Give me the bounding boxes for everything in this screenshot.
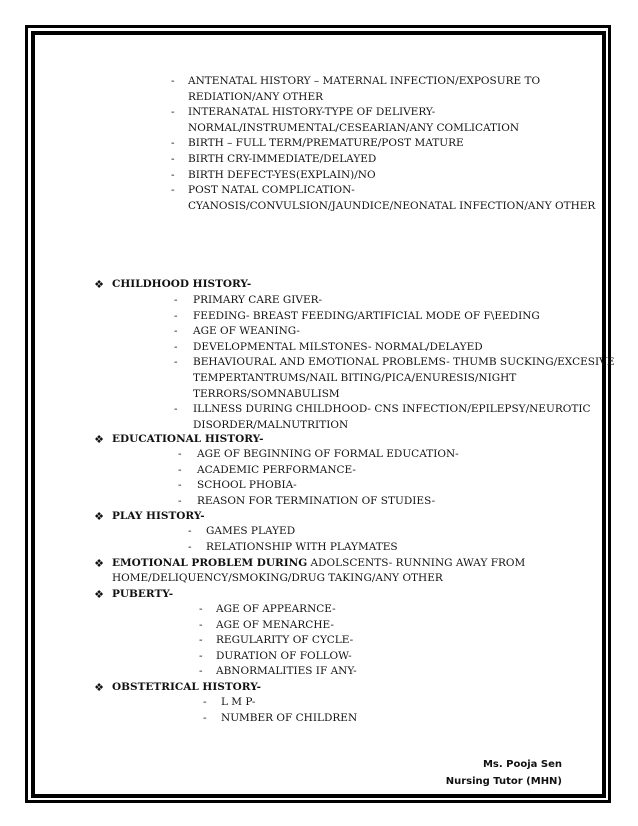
obstetrical-heading-text: OBSTETRICAL HISTORY- <box>112 681 261 693</box>
emotional-heading-rest: ADOLSCENTS- RUNNING AWAY FROM <box>307 557 526 569</box>
dash-bullet: - <box>174 325 178 338</box>
dash-bullet: - <box>178 494 182 507</box>
dash-bullet: - <box>199 634 203 647</box>
list-item-text: REDIATION/ANY OTHER <box>188 90 324 103</box>
emotional-continuation: HOME/DELIQUENCY/SMOKING/DRUG TAKING/ANY OTHER <box>112 572 443 584</box>
author-title: Nursing Tutor (MHN) <box>445 776 562 787</box>
list-item-text: ABNORMALITIES IF ANY- <box>216 665 357 678</box>
list-item-text: BIRTH DEFECT-YES(EXPLAIN)/NO <box>188 168 376 181</box>
list-item-text: CYANOSIS/CONVULSION/JAUNDICE/NEONATAL INFECTION/ANY OTHER <box>188 199 596 212</box>
list-item-text: REASON FOR TERMINATION OF STUDIES- <box>197 494 436 507</box>
dash-bullet: - <box>203 711 207 724</box>
list-item-text: ACADEMIC PERFORMANCE- <box>197 463 356 476</box>
dash-bullet: - <box>178 448 182 460</box>
dash-bullet: - <box>171 184 175 197</box>
list-item-text: ILLNESS DURING CHILDHOOD- CNS INFECTION/EPILEPSY/NEUROTIC <box>193 403 591 416</box>
list-item-text: RELATIONSHIP WITH PLAYMATES <box>206 540 398 553</box>
dash-bullet: - <box>174 309 178 322</box>
dash-bullet: - <box>199 618 203 631</box>
puberty-heading-text: PUBERTY- <box>112 588 174 600</box>
list-item-text: NORMAL/INSTRUMENTAL/CESEARIAN/ANY COMLICATION <box>188 121 520 134</box>
emotional-heading-text <box>112 556 525 572</box>
dash-bullet: - <box>178 479 182 492</box>
dash-bullet: - <box>203 696 207 708</box>
dash-bullet: - <box>174 340 178 353</box>
list-item-text: POST NATAL COMPLICATION- <box>188 184 355 197</box>
diamond-bullet-icon: ❖ <box>94 681 104 694</box>
educational-heading-text: EDUCATIONAL HISTORY- <box>112 433 264 445</box>
dash-bullet: - <box>171 168 175 181</box>
dash-bullet: - <box>188 525 192 537</box>
diamond-bullet-icon: ❖ <box>94 278 104 291</box>
dash-bullet: - <box>171 75 175 87</box>
list-item-text: ANTENATAL HISTORY – MATERNAL INFECTION/EXPOSURE TO <box>188 75 541 87</box>
list-item-text: NUMBER OF CHILDREN <box>221 711 358 724</box>
dash-bullet: - <box>188 540 192 553</box>
dash-bullet: - <box>199 603 203 615</box>
diamond-bullet-icon: ❖ <box>94 510 104 523</box>
childhood-heading-text: CHILDHOOD HISTORY- <box>112 278 252 290</box>
dash-bullet: - <box>199 649 203 662</box>
diamond-bullet-icon: ❖ <box>94 433 104 446</box>
list-item-text: L M P- <box>221 696 256 708</box>
list-item-text: DEVELOPMENTAL MILSTONES- NORMAL/DELAYED <box>193 340 483 353</box>
list-item-text: PRIMARY CARE GIVER- <box>193 294 323 306</box>
list-item-text: AGE OF WEANING- <box>193 325 300 338</box>
dash-bullet: - <box>174 356 178 369</box>
list-item-text: BIRTH CRY-IMMEDIATE/DELAYED <box>188 153 377 165</box>
list-item-text: TERRORS/SOMNABULISM <box>193 387 340 400</box>
list-item-text: BIRTH – FULL TERM/PREMATURE/POST MATURE <box>188 137 464 150</box>
diamond-bullet-icon: ❖ <box>94 588 104 601</box>
author-name: Ms. Pooja Sen <box>482 759 562 770</box>
dash-bullet: - <box>171 137 175 150</box>
list-item-text: REGULARITY OF CYCLE- <box>216 634 354 647</box>
list-item-text: AGE OF MENARCHE- <box>216 618 334 631</box>
dash-bullet: - <box>174 294 178 306</box>
play-heading-text: PLAY HISTORY- <box>112 510 205 522</box>
dash-bullet: - <box>199 665 203 678</box>
emotional-heading-bold: EMOTIONAL PROBLEM DURING <box>112 557 308 569</box>
dash-bullet: - <box>171 153 175 165</box>
list-item-text: BEHAVIOURAL AND EMOTIONAL PROBLEMS- THUMB SUCKING/EXCESIVE <box>193 356 615 369</box>
list-item-text: DISORDER/MALNUTRITION <box>193 418 349 431</box>
dash-bullet: - <box>174 403 178 416</box>
list-item-text: TEMPERTANTRUMS/NAIL BITING/PICA/ENURESIS/NIGHT <box>193 371 517 384</box>
list-item-text: INTERANATAL HISTORY-TYPE OF DELIVERY- <box>188 106 436 119</box>
list-item-text: FEEDING- BREAST FEEDING/ARTIFICIAL MODE OF F\EEDING <box>193 309 540 322</box>
signature-block <box>446 756 562 790</box>
list-item-text: AGE OF APPEARNCE- <box>216 603 336 615</box>
dash-bullet: - <box>171 106 175 119</box>
dash-bullet: - <box>178 463 182 476</box>
diamond-bullet-icon: ❖ <box>94 557 104 570</box>
list-item-text: GAMES PLAYED <box>206 525 296 537</box>
list-item-text: DURATION OF FOLLOW- <box>216 649 352 662</box>
list-item-text: SCHOOL PHOBIA- <box>197 479 297 492</box>
list-item-text: AGE OF BEGINNING OF FORMAL EDUCATION- <box>197 448 459 460</box>
